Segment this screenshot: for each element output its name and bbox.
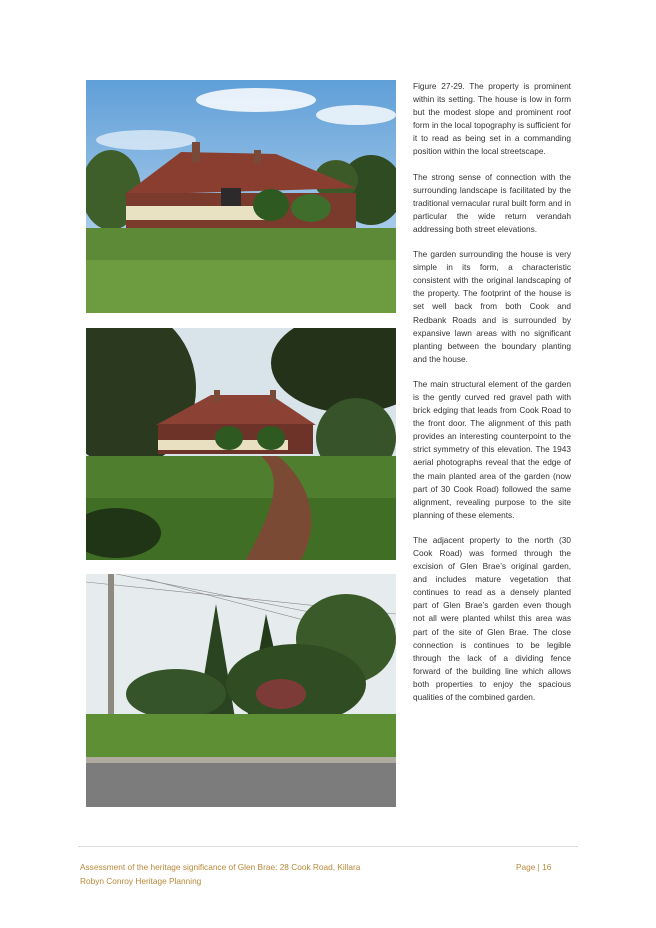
photo-adjacent-property <box>86 574 396 807</box>
body-text-column <box>413 80 571 716</box>
footer-divider <box>78 846 578 847</box>
footer-document-title: Assessment of the heritage significance of Glen Brae: 28 Cook Road, Killara <box>80 862 361 872</box>
paragraph-garden-form: The garden surrounding the house is very simple in its form, a characteristic consistent with the original landscaping of the property. The footprint of the house is set well back from both Cook and Redbank Roads and is surrounded by expansive lawn areas with no significant planting between the boundary planting and the house. <box>413 249 571 364</box>
footer-author: Robyn Conroy Heritage Planning <box>80 876 202 886</box>
paragraph-figure-caption: Figure 27-29. The property is prominent within its setting. The house is low in form but the modest slope and prominent roof form in the local topography is sufficient for it to read as being set in a commanding position within the local streetscape. <box>413 81 571 157</box>
photo-garden-path <box>86 328 396 560</box>
footer-document-info <box>80 860 360 888</box>
paragraph-gravel-path: The main structural element of the garden is the gently curved red gravel path with brick edging that leads from Cook Road to the front door. The alignment of this path provides an interesting counterpoint to the strict symmetry of this elevation. The 1943 aerial photographs reveal that the edge of the main planted area of the garden (now part of 30 Cook Road) followed the same alignment, revealing purpose to the site planning of these elements. <box>413 378 571 520</box>
photo-house-from-corner <box>86 80 396 313</box>
page-number: Page | 16 <box>516 862 552 872</box>
paragraph-adjacent-property: The adjacent property to the north (30 Cook Road) was formed through the excision of Glen Brae’s original garden, and includes mature vegetation that continues to read as a densely planted part of Glen Brae’s garden even though not all were planted whilst this area was part of the site of Glen Brae. The close connection is continues to be legible through the lack of a dividing fence forward of the building line which allows both properties to enjoy the spacious qualities of the combined garden. <box>413 534 571 703</box>
paragraph-landscape-connection: The strong sense of connection with the surrounding landscape is facilitated by the traditional vernacular rural built form and in particular the wide return verandah addressing both street elevations. <box>413 171 571 234</box>
